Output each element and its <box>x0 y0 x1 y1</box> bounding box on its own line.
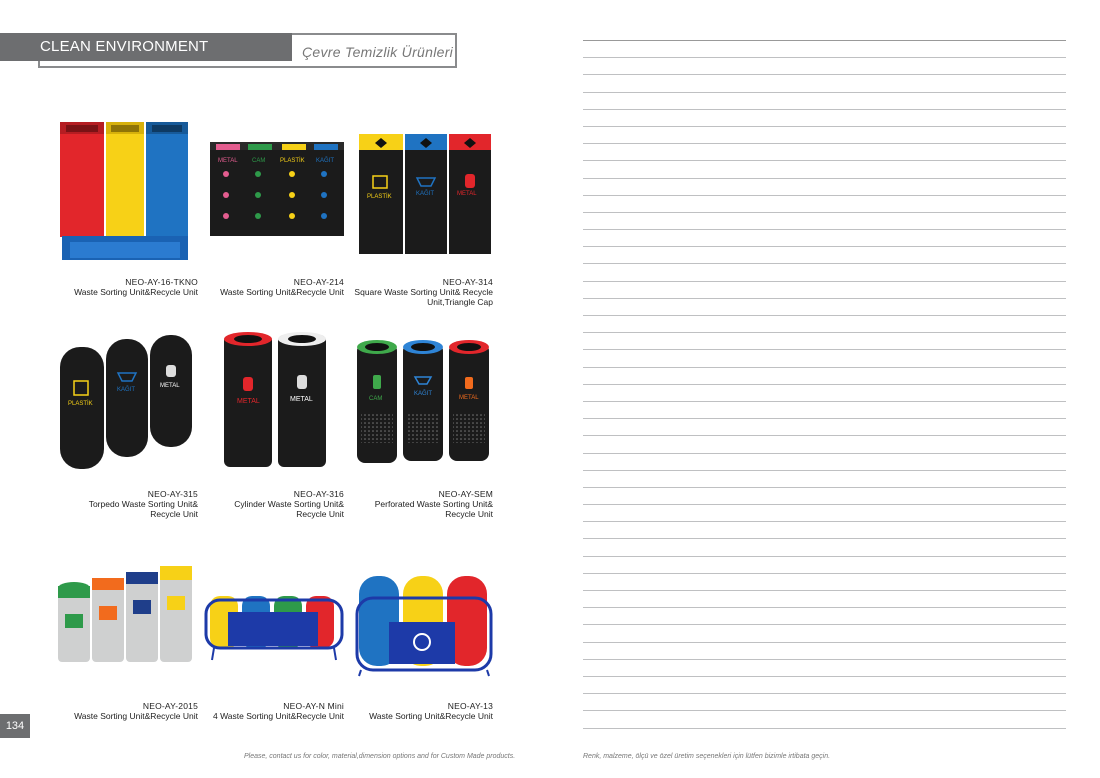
note-line <box>583 435 1066 436</box>
note-line <box>583 418 1066 419</box>
note-line <box>583 401 1066 402</box>
product-image-314 <box>343 112 493 262</box>
product-code: NEO-AY-315 <box>147 489 198 499</box>
product-description: Waste Sorting Unit&Recycle Unit <box>74 287 198 297</box>
product-image-16-tkno <box>48 112 198 262</box>
footer-note-en: Please, contact us for color, material,dimension options and for Custom Made products. <box>244 753 516 760</box>
footer-note-tr: Renk, malzeme, ölçü ve özel üretim seçenekleri için lütfen bizimle irtibata geçin. <box>583 753 831 760</box>
bin-label: PLASTİK <box>367 194 392 200</box>
product-description: Waste Sorting Unit&Recycle Unit <box>369 711 493 721</box>
bin-label: METAL <box>290 396 313 403</box>
note-line <box>583 229 1066 230</box>
product-code: NEO-AY-214 <box>293 277 344 287</box>
note-line <box>583 521 1066 522</box>
bin-label: METAL <box>459 395 479 401</box>
product-card <box>48 556 198 721</box>
product-description: Perforated Waste Sorting Unit& Recycle Unit <box>374 499 493 519</box>
bin-label: CAM <box>252 158 266 164</box>
note-line <box>583 246 1066 247</box>
note-line <box>583 728 1066 729</box>
note-line <box>583 281 1066 282</box>
note-line <box>583 332 1066 333</box>
product-image-13 <box>343 556 493 706</box>
note-line <box>583 143 1066 144</box>
bin-label: CAM <box>369 396 383 402</box>
product-image-214 <box>194 112 344 262</box>
note-line <box>583 57 1066 58</box>
bin-label: PLASTİK <box>280 158 305 164</box>
note-line <box>583 212 1066 213</box>
product-code: NEO-AY-SEM <box>438 489 493 499</box>
product-image-2015 <box>48 556 198 706</box>
product-card <box>343 325 493 519</box>
note-line <box>583 384 1066 385</box>
note-line <box>583 160 1066 161</box>
product-description: Cylinder Waste Sorting Unit& Recycle Unit <box>234 499 344 519</box>
page-title: CLEAN ENVIRONMENT PRODUCTS <box>0 33 292 61</box>
bin-label: KAĞIT <box>117 387 136 393</box>
product-card <box>48 325 198 519</box>
product-code: NEO-AY-N Mini <box>283 701 344 711</box>
product-image-316 <box>194 325 344 475</box>
product-card <box>343 112 493 307</box>
product-card <box>194 325 344 519</box>
note-line <box>583 573 1066 574</box>
note-line <box>583 263 1066 264</box>
note-line <box>583 504 1066 505</box>
note-line <box>583 367 1066 368</box>
product-image-315 <box>48 325 198 475</box>
note-line <box>583 556 1066 557</box>
product-image-sem <box>343 325 493 475</box>
note-line <box>583 659 1066 660</box>
note-line <box>583 624 1066 625</box>
bin-label: KAĞIT <box>416 191 435 197</box>
bin-label: PLASTİK <box>68 401 93 407</box>
product-card <box>48 112 198 297</box>
notes-lines <box>583 40 1066 745</box>
note-line <box>583 298 1066 299</box>
note-line <box>583 126 1066 127</box>
product-description: 4 Waste Sorting Unit&Recycle Unit <box>212 711 344 721</box>
note-line <box>583 40 1066 41</box>
bin-label: METAL <box>218 158 238 164</box>
note-line <box>583 607 1066 608</box>
product-card <box>194 556 344 721</box>
note-line <box>583 109 1066 110</box>
note-line <box>583 538 1066 539</box>
page-subtitle: Çevre Temizlik Ürünleri <box>302 44 454 60</box>
note-line <box>583 178 1066 179</box>
bin-label: KAĞIT <box>316 158 335 164</box>
note-line <box>583 642 1066 643</box>
product-code: NEO-AY-16-TKNO <box>125 277 198 287</box>
note-line <box>583 676 1066 677</box>
product-image-n-mini <box>194 556 344 706</box>
product-description: Waste Sorting Unit&Recycle Unit <box>220 287 344 297</box>
bin-label: KAĞIT <box>414 391 433 397</box>
product-description: Torpedo Waste Sorting Unit& Recycle Unit <box>88 499 198 519</box>
product-description: Waste Sorting Unit&Recycle Unit <box>74 711 198 721</box>
bin-label: METAL <box>160 383 180 389</box>
page-number: 134 <box>0 714 30 738</box>
note-line <box>583 710 1066 711</box>
note-line <box>583 590 1066 591</box>
product-card <box>343 556 493 721</box>
note-line <box>583 453 1066 454</box>
note-line <box>583 92 1066 93</box>
bin-label: METAL <box>457 191 477 197</box>
product-code: NEO-AY-316 <box>293 489 344 499</box>
bin-label: METAL <box>237 398 260 405</box>
product-code: NEO-AY-2015 <box>142 701 198 711</box>
product-code: NEO-AY-314 <box>442 277 493 287</box>
product-description: Square Waste Sorting Unit& Recycle Unit,Triangle Cap <box>354 287 493 307</box>
note-line <box>583 470 1066 471</box>
product-code: NEO-AY-13 <box>447 701 493 711</box>
note-line <box>583 74 1066 75</box>
note-line <box>583 693 1066 694</box>
product-card <box>194 112 344 297</box>
note-line <box>583 195 1066 196</box>
note-line <box>583 349 1066 350</box>
note-line <box>583 315 1066 316</box>
note-line <box>583 487 1066 488</box>
